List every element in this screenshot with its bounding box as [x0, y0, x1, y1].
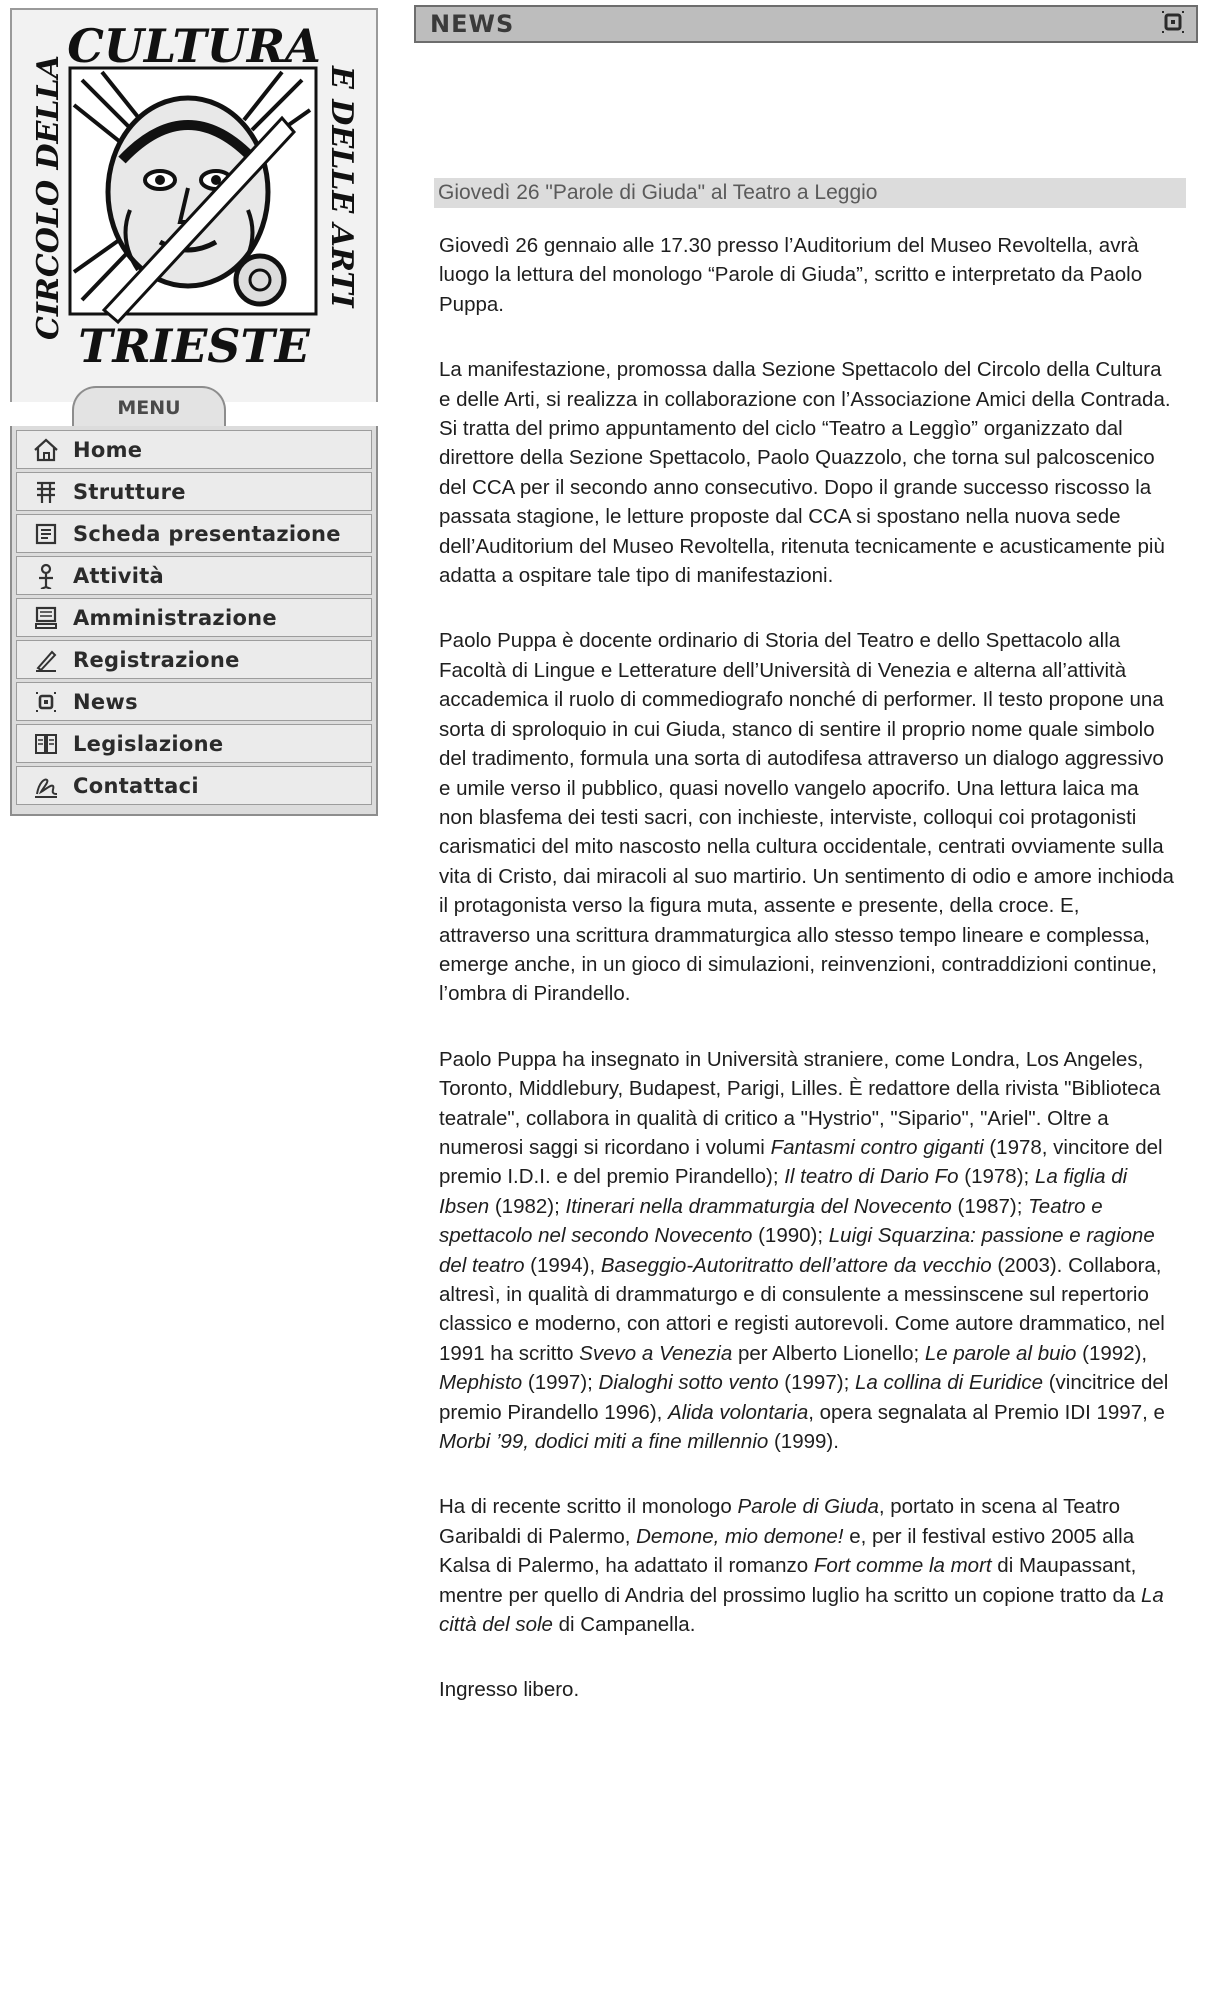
italic-title-text: Teatro e spettacolo nel secondo Novecento: [439, 1194, 1103, 1248]
menu-item-registrazione[interactable]: [16, 640, 372, 679]
menu-item-label: Amministrazione: [73, 605, 277, 630]
italic-title-text: Mephisto: [439, 1371, 523, 1395]
italic-title-text: Fort comme la mort: [813, 1554, 992, 1578]
contact-icon: [33, 773, 59, 799]
menu-item-label: Legislazione: [73, 731, 224, 756]
logo-artwork: [12, 10, 376, 402]
pen-icon: [33, 647, 59, 673]
text-segment: per Alberto Lionello;: [732, 1341, 925, 1365]
text-segment: di Maupassant, mentre per quello di Andria del prossimo luglio ha scritto un copione tratto da: [439, 1554, 1141, 1607]
book-icon: [33, 731, 59, 757]
text-segment: (1978, vincitore del premio I.D.I. e del premio Pirandello);: [439, 1135, 1163, 1189]
italic-title-text: Fantasmi contro giganti: [770, 1135, 984, 1159]
text-segment: (1997);: [522, 1371, 599, 1395]
italic-title-text: Il teatro di Dario Fo: [784, 1165, 959, 1189]
text-segment: (1997);: [778, 1371, 855, 1395]
computer-icon: [33, 605, 59, 631]
text-segment: , portato in scena al Teatro Garibaldi di Palermo,: [439, 1495, 1121, 1548]
text-segment: (1978);: [958, 1165, 1035, 1189]
menu-item-label: Strutture: [73, 479, 186, 504]
menu-item-legislazione[interactable]: [16, 724, 372, 763]
menu-title: MENU: [72, 386, 226, 426]
left-column: [10, 8, 378, 816]
news-icon: [1160, 9, 1186, 40]
logo-text-bottom: TRIESTE: [78, 319, 310, 373]
article-paragraph: Ingresso libero.: [439, 1678, 580, 1702]
menu-tab-row: [10, 397, 378, 426]
text-segment: di Campanella.: [552, 1613, 696, 1637]
text-segment: (1999).: [768, 1430, 839, 1454]
logo-text-left: CIRCOLO DELLA: [31, 55, 66, 340]
article-paragraph: [439, 1492, 1174, 1639]
text-segment: e, per il festival estivo 2005 alla Kalsa di Palermo, ha adattato il romanzo: [439, 1524, 1135, 1578]
italic-title-text: Le parole al buio: [924, 1341, 1077, 1365]
italic-title-text: La figlia di Ibsen: [439, 1165, 1128, 1218]
article-paragraph: Paolo Puppa è docente ordinario di Storia del Teatro e dello Spettacolo alla Facoltà di Lingue e Letterature dell’Università di Venezia e alterna all’attività accademica il ruolo di commediografo nonché di performer. Il testo propone una sorta di sproloquio in cui Giuda, stanco di sentire il proprio nome quale simbolo del tradimento, formula una sorta di autodifesa attraverso un dialogo aggressivo e umile verso il pubblico, quasi novello vangelo apocrifo. Una lettura laica ma non blasfema dei testi sacri, con inchieste, interviste, colloqui coi protagonisti carismatici del mito nascosto nella cultura occidentale, centrati ovviamente sulla vita di Cristo, dai miracoli al suo martirio. Un sentimento di odio e amore inchioda il protagonista verso la figura muta, assente e presente, della croce. E, attraverso una scrittura drammaturgica allo stesso tempo lineare e complessa, emerge anche, in un gioco di simulazioni, reinvenzioni, contraddizioni continue, l’ombra di Pirandello.: [439, 629, 1174, 1006]
italic-title-text: Baseggio-Autoritratto dell’attore da vecchio: [600, 1253, 992, 1277]
menu-item-contattaci[interactable]: [16, 766, 372, 805]
menu-item-amministrazione[interactable]: [16, 598, 372, 637]
italic-title-text: Itinerari nella drammaturgia del Novecento: [565, 1194, 952, 1218]
italic-title-text: Demone, mio demone!: [636, 1524, 844, 1548]
logo-text-right: E DELLE ARTI: [324, 66, 359, 308]
menu-item-news[interactable]: [16, 682, 372, 721]
italic-title-text: Dialoghi sotto vento: [598, 1371, 779, 1395]
article-paragraph: Giovedì 26 gennaio alle 17.30 presso l’Auditorium del Museo Revoltella, avrà luogo la lettura del monologo “Parole di Giuda”, scritto e interpretato da Paolo Puppa.: [439, 234, 1143, 316]
menu-item-home[interactable]: [16, 430, 372, 469]
main-menu: [10, 426, 378, 816]
text-segment: (vincitrice del premio Pirandello 1996),: [439, 1371, 1169, 1424]
article-paragraph: La manifestazione, promossa dalla Sezione Spettacolo del Circolo della Cultura e delle Arti, si realizza in collaborazione con l’Associazione Amici della Contrada. Si tratta del primo appuntamento del ciclo “Teatro a Leggìo” organizzato dal direttore della Sezione Spettacolo, Paolo Quazzolo, che torna sul palcoscenico del CCA per il secondo anno consecutivo. Dopo il grande successo riscosso la passata stagione, le letture proposte dal CCA si spostano nella nuova sede dell’Auditorium del Museo Revoltella, ritenuta tecnicamente e acusticamente più adatta a ospitare tale tipo di manifestazioni.: [439, 358, 1171, 588]
text-segment: (1992),: [1076, 1341, 1148, 1365]
home-icon: [33, 437, 59, 463]
article-paragraph: [439, 1045, 1174, 1457]
text-segment: Ha di recente scritto il monologo: [439, 1495, 738, 1519]
menu-item-label: News: [73, 689, 138, 714]
news-header: [414, 5, 1198, 43]
italic-title-text: Luigi Squarzina: passione e ragione del teatro: [439, 1224, 1155, 1277]
article-title: Giovedì 26 "Parole di Giuda" al Teatro a Leggio: [434, 178, 1186, 208]
menu-item-label: Contattaci: [73, 773, 199, 798]
menu-item-label: Scheda presentazione: [73, 521, 341, 546]
italic-title-text: La collina di Euridice: [854, 1371, 1043, 1395]
menu-item-attivita[interactable]: [16, 556, 372, 595]
text-segment: (1990);: [752, 1224, 829, 1248]
text-segment: Paolo Puppa ha insegnato in Università straniere, come Londra, Los Angeles, Toronto, Middlebury, Budapest, Parigi, Lilles. È redattore della rivista "Biblioteca teatrale", collabora in qualità di critico a "Hystrio", "Sipario", "Ariel". Oltre a numerosi saggi si ricordano i volumi: [439, 1047, 1161, 1159]
structure-icon: [33, 479, 59, 505]
menu-item-label: Home: [73, 437, 143, 462]
text-segment: (1982);: [489, 1194, 566, 1218]
page-title: NEWS: [430, 10, 515, 38]
italic-title-text: Parole di Giuda: [737, 1495, 879, 1519]
text-segment: (2003). Collabora, altresì, in qualità di drammaturgo e di consulente a messinscene sul repertorio classico e moderno, con attori e registi autorevoli. Come autore drammatico, nel 1991 ha scritto: [439, 1253, 1165, 1365]
text-segment: , opera segnalata al Premio IDI 1997, e: [808, 1400, 1165, 1424]
menu-item-scheda-presentazione[interactable]: [16, 514, 372, 553]
italic-title-text: Morbi ’99, dodici miti a fine millennio: [439, 1430, 769, 1454]
italic-title-text: La città del sole: [439, 1583, 1164, 1637]
menu-item-strutture[interactable]: [16, 472, 372, 511]
article-body: [439, 231, 1174, 1705]
italic-title-text: Alida volontaria: [668, 1400, 809, 1424]
logo-text-top: CULTURA: [67, 19, 321, 73]
menu-item-label: Registrazione: [73, 647, 240, 672]
menu-item-label: Attività: [73, 563, 165, 588]
text-segment: (1987);: [951, 1194, 1029, 1218]
figure-icon: [33, 563, 59, 589]
document-icon: [33, 521, 59, 547]
news-icon: [33, 689, 59, 715]
text-segment: (1994),: [524, 1253, 601, 1277]
logo[interactable]: [10, 8, 378, 402]
italic-title-text: Svevo a Venezia: [579, 1341, 733, 1365]
